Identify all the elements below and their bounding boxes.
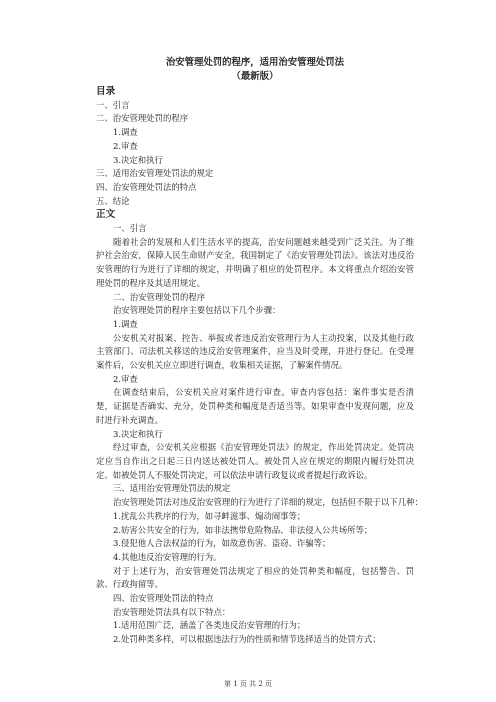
toc-item: 3.决定和执行 bbox=[113, 154, 163, 165]
body-line: 1.调查 bbox=[113, 318, 138, 329]
toc-item: 2.审查 bbox=[113, 140, 138, 151]
body-line: 治安管理处罚的程序主要包括以下几个步骤： bbox=[113, 305, 281, 316]
page-footer: 第 1 页 共 2 页 bbox=[223, 680, 273, 688]
toc-item: 三、适用治安管理处罚法的规定 bbox=[96, 168, 214, 179]
body-paragraph: 对于上述行为，治安管理处罚法规定了相应的处罚种类和幅度，包括警告、罚款、行政拘留等。 bbox=[96, 565, 414, 590]
body-line: 治安管理处罚法具有以下特点： bbox=[113, 606, 231, 617]
body-paragraph: 公安机关对报案、控告、举报或者违反治安管理行为人主动投案，以及其他行政主管部门、司法机关移送的违反治安管理案件，应当及时受理，并进行登记。在受理案件后，公安机关应立即进行调查，收集相关证据，了解案件情况。 bbox=[96, 332, 414, 371]
body-paragraph: 随着社会的发展和人们生活水平的提高，治安问题越来越受到广泛关注。为了维护社会治安，保障人民生命财产安全，我国制定了《治安管理处罚法》。该法对违反治安管理的行为进行了详细的规定，并明确了相应的处罚程序。本文将重点介绍治安管理处罚的程序及其适用规定。 bbox=[96, 236, 414, 288]
body-line: 1.扰乱公共秩序的行为，如寻衅滋事、煽动闹事等； bbox=[113, 510, 306, 521]
body-line: 2.审查 bbox=[113, 373, 138, 384]
document-body bbox=[96, 222, 423, 647]
body-line: 三、适用治安管理处罚法的规定 bbox=[113, 483, 231, 494]
document-edition: （最新版） bbox=[231, 71, 279, 82]
table-of-contents bbox=[96, 99, 414, 209]
body-line: 2.处罚种类多样，可以根据违法行为的性质和情节选择适当的处罚方式； bbox=[113, 634, 381, 645]
body-line: 二、治安管理处罚的程序 bbox=[113, 291, 206, 302]
toc-item: 二、治安管理处罚的程序 bbox=[96, 113, 189, 124]
body-line: 4.其他违反治安管理的行为。 bbox=[113, 551, 222, 562]
body-line: 3.决定和执行 bbox=[113, 428, 163, 439]
body-line: 3.侵犯他人合法权益的行为，如故意伤害、盗窃、诈骗等； bbox=[113, 538, 331, 549]
body-line: 一、引言 bbox=[113, 223, 147, 234]
body-paragraph: 经过审查，公安机关应根据《治安管理处罚法》的规定，作出处罚决定。处罚决定应当自作出之日起三日内送达被处罚人。被处罚人应在规定的期限内履行处罚决定。如被处罚人不服处罚决定，可以依法申请行政复议或者提起行政诉讼。 bbox=[96, 442, 414, 480]
body-line: 治安管理处罚法对违反治安管理的行为进行了详细的规定，包括但不限于以下几种： bbox=[113, 497, 423, 508]
toc-item: 1.调查 bbox=[113, 127, 138, 138]
toc-heading: 目录 bbox=[96, 86, 116, 97]
document-title: 治安管理处罚的程序，适用治安管理处罚法 bbox=[165, 57, 345, 68]
body-line: 2.妨害公共安全的行为，如非法携带危险物品、非法侵入公共场所等； bbox=[113, 524, 373, 535]
body-heading: 正文 bbox=[96, 209, 116, 221]
body-line: 1.适用范围广泛，涵盖了各类违反治安管理的行为； bbox=[113, 620, 306, 631]
toc-item: 五、结论 bbox=[96, 195, 130, 206]
toc-item: 四、治安管理处罚法的特点 bbox=[96, 181, 197, 192]
page-content bbox=[96, 56, 423, 647]
body-paragraph: 在调查结束后，公安机关应对案件进行审查。审查内容包括：案件事实是否清楚，证据是否确实、充分，处罚种类和幅度是否适当等。如果审查中发现问题，应及时进行补充调查。 bbox=[96, 387, 414, 425]
toc-item: 一、引言 bbox=[96, 99, 130, 110]
body-line: 四、治安管理处罚法的特点 bbox=[113, 593, 214, 604]
